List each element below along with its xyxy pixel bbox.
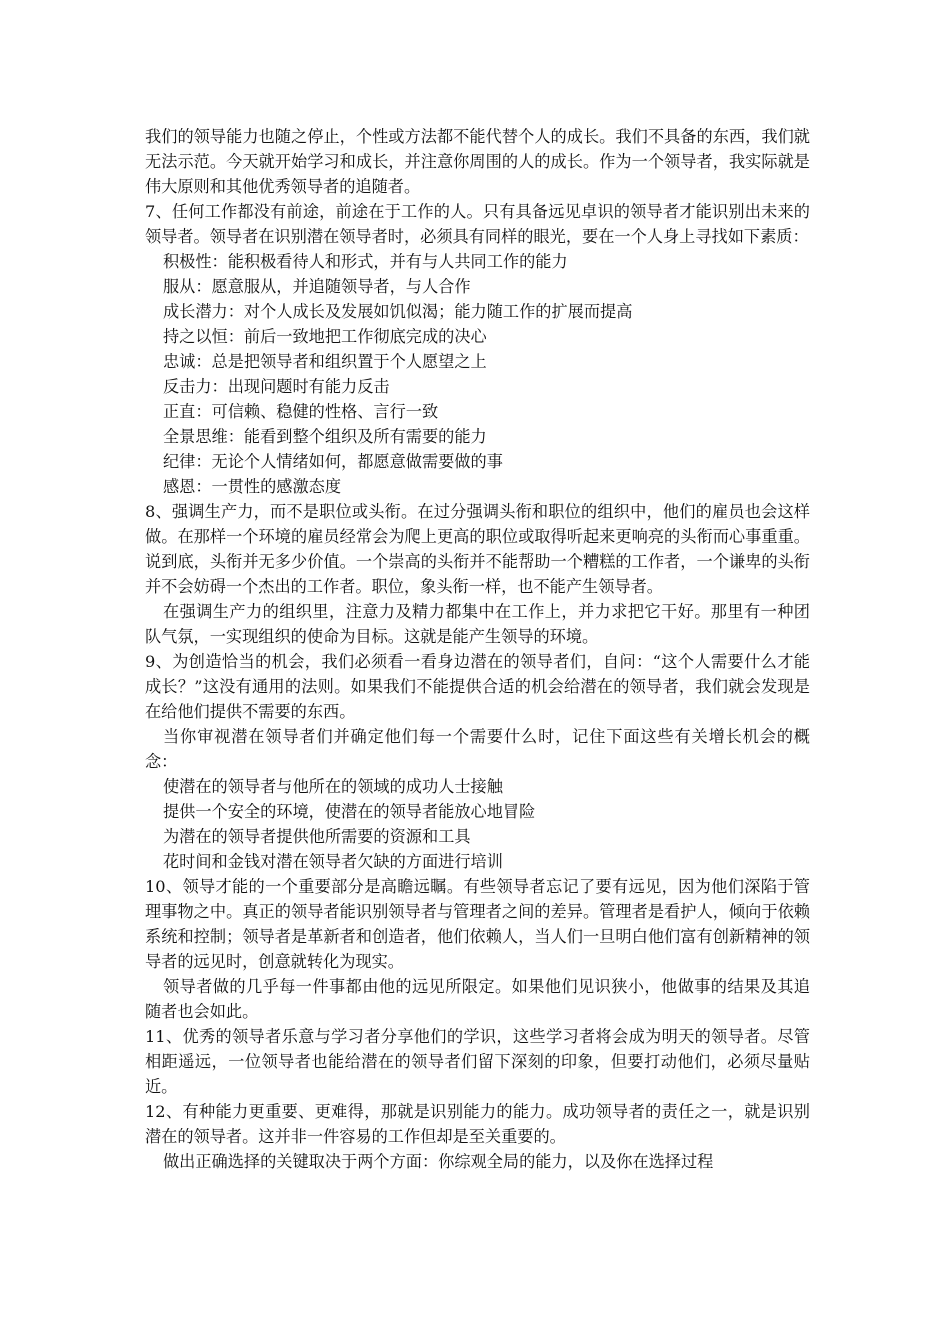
paragraph-12-continued: 做出正确选择的关键取决于两个方面：你综观全局的能力，以及你在选择过程 xyxy=(163,1152,714,1171)
list-item: 持之以恒：前后一致地把工作彻底完成的决心 xyxy=(163,327,487,346)
paragraph-intro: 我们的领导能力也随之停止，个性或方法都不能代替个人的成长。我们不具备的东西，我们就无法示范。今天就开始学习和成长，并注意你周围的人的成长。作为一个领导者，我实际就是伟大原则和其他优秀领导者的追随者。 xyxy=(145,127,810,196)
paragraph-9-continued: 当你审视潜在领导者们并确定他们每一个需要什么时，记住下面这些有关增长机会的概念： xyxy=(145,727,810,771)
paragraph-9: 9、为创造恰当的机会，我们必须看一看身边潜在的领导者们，自问：“这个人需要什么才能成长？”这没有通用的法则。如果我们不能提供合适的机会给潜在的领导者，我们就会发现是在给他们提供不需要的东西。 xyxy=(145,652,810,721)
list-item: 提供一个安全的环境，使潜在的领导者能放心地冒险 xyxy=(163,802,536,821)
list-item: 为潜在的领导者提供他所需要的资源和工具 xyxy=(163,827,471,846)
list-item: 花时间和金钱对潜在领导者欠缺的方面进行培训 xyxy=(163,852,503,871)
paragraph-7: 7、任何工作都没有前途，前途在于工作的人。只有具备远见卓识的领导者才能识别出未来的领导者。领导者在识别潜在领导者时，必须具有同样的眼光，要在一个人身上寻找如下素质： xyxy=(145,202,810,246)
paragraph-8-continued: 在强调生产力的组织里，注意力及精力都集中在工作上，并力求把它干好。那里有一种团队气氛，一实现组织的使命为目标。这就是能产生领导的环境。 xyxy=(145,602,810,646)
list-item: 全景思维：能看到整个组织及所有需要的能力 xyxy=(163,427,487,446)
list-item: 成长潜力：对个人成长及发展如饥似渴；能力随工作的扩展而提高 xyxy=(163,302,633,321)
list-item: 正直：可信赖、稳健的性格、言行一致 xyxy=(163,402,439,421)
list-item: 感恩：一贯性的感激态度 xyxy=(163,477,342,496)
document-body xyxy=(145,124,810,1174)
paragraph-10: 10、领导才能的一个重要部分是高瞻远瞩。有些领导者忘记了要有远见，因为他们深陷于管理事物之中。真正的领导者能识别领导者与管理者之间的差异。管理者是看护人，倾向于依赖系统和控制；领导者是革新者和创造者，他们依赖人，当人们一旦明白他们富有创新精神的领导者的远见时，创意就转化为现实。 xyxy=(145,877,810,971)
list-item: 使潜在的领导者与他所在的领域的成功人士接触 xyxy=(163,777,503,796)
list-item: 服从：愿意服从，并追随领导者，与人合作 xyxy=(163,277,471,296)
list-item: 积极性：能积极看待人和形式，并有与人共同工作的能力 xyxy=(163,252,568,271)
list-item: 纪律：无论个人情绪如何，都愿意做需要做的事 xyxy=(163,452,503,471)
list-item: 反击力：出现问题时有能力反击 xyxy=(163,377,390,396)
paragraph-8: 8、强调生产力，而不是职位或头衔。在过分强调头衔和职位的组织中，他们的雇员也会这样做。在那样一个环境的雇员经常会为爬上更高的职位或取得听起来更响亮的头衔而心事重重。说到底，头衔并无多少价值。一个崇高的头衔并不能帮助一个糟糕的工作者，一个谦卑的头衔并不会妨碍一个杰出的工作者。职位，象头衔一样，也不能产生领导者。 xyxy=(145,502,810,596)
list-item: 忠诚：总是把领导者和组织置于个人愿望之上 xyxy=(163,352,487,371)
paragraph-12: 12、有种能力更重要、更难得，那就是识别能力的能力。成功领导者的责任之一，就是识别潜在的领导者。这并非一件容易的工作但却是至关重要的。 xyxy=(145,1102,810,1146)
paragraph-11: 11、优秀的领导者乐意与学习者分享他们的学识，这些学习者将会成为明天的领导者。尽管相距遥远，一位领导者也能给潜在的领导者们留下深刻的印象，但要打动他们，必须尽量贴近。 xyxy=(145,1027,810,1096)
paragraph-10-continued: 领导者做的几乎每一件事都由他的远见所限定。如果他们见识狭小，他做事的结果及其追随者也会如此。 xyxy=(145,977,810,1021)
